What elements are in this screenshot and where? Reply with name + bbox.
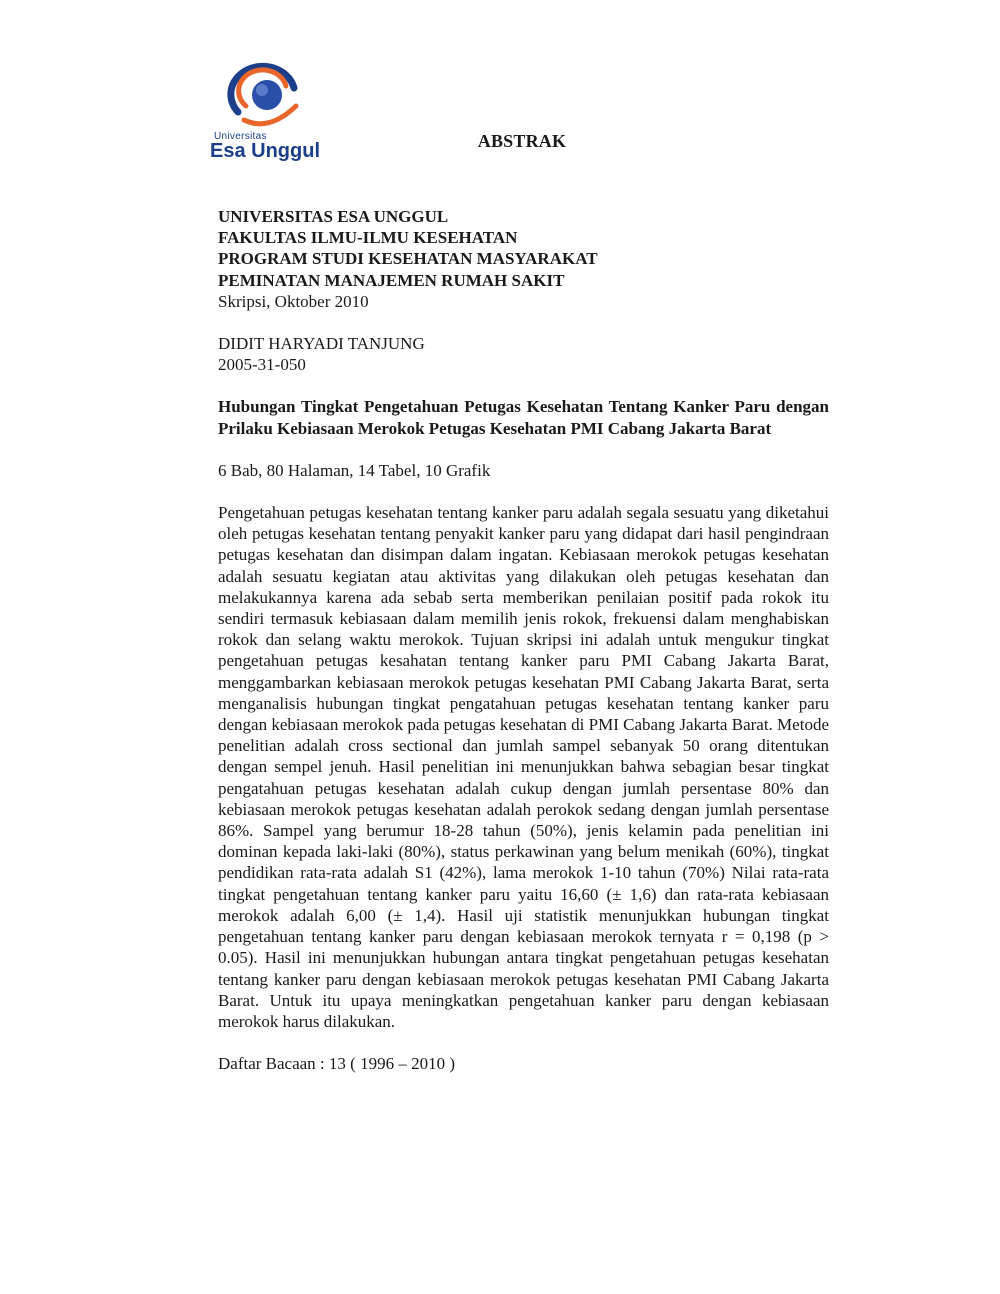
abstract-body: Pengetahuan petugas kesehatan tentang kanker paru adalah segala sesuatu yang diketahui oleh petugas kesehatan tentang penyakit kanker paru yang didapat dari hasil pengindraan petugas kesehatan dan disimpan dalam ingatan. Kebiasaan merokok petugas kesehatan adalah sesuatu kegiatan atau aktivitas yang dilakukan oleh petugas kesehatan dan melakukannya karena ada sebab serta memberikan penilaian positif pada rokok itu sendiri termasuk kebiasaan dalam memilih jenis rokok, frekuensi dalam menghabiskan rokok dan selang waktu merokok. Tujuan skripsi ini adalah untuk mengukur tingkat pengetahuan petugas kesahatan tentang kanker paru PMI Cabang Jakarta Barat, menggambarkan kebiasaan merokok petugas kesehatan PMI Cabang Jakarta Barat, serta menganalisis hubungan tingkat pengatahuan petugas kesehatan tentang kanker paru dengan kebiasaan merokok pada petugas kesehatan di PMI Cabang Jakarta Barat. Metode penelitian adalah cross sectional dan jumlah sampel sebanyak 50 orang ditentukan dengan sempel jenuh. Hasil penelitian ini menunjukkan bahwa sebagian besar tingkat pengatahuan petugas kesehatan adalah cukup dengan jumlah persentase 80% dan kebiasaan merokok petugas kesehatan adalah perokok sedang dengan jumlah persentase 86%. Sampel yang berumur 18-28 tahun (50%), jenis kelamin pada penelitian ini dominan kepada laki-laki (80%), status perkawinan yang belum menikah (60%), tingkat pendidikan rata-rata adalah S1 (42%), lama merokok 1-10 tahun (70%) Nilai rata-rata tingkat pengetahuan tentang kanker paru yaitu 16,60 (± 1,6) dan rata-rata kebiasaan merokok adalah 6,00 (± 1,4). Hasil uji statistik menunjukkan hubungan tingkat pengetahuan tentang kanker paru dengan kebiasaan merokok ternyata r = 0,198 (p > 0.05). Hasil ini menunjukkan hubungan antara tingkat pengetahuan petugas kesehatan tentang kanker paru dengan kebiasaan merokok petugas kesehatan PMI Cabang Jakarta Barat. Untuk itu upaya meningkatkan pengetahuan kanker paru dengan kebiasaan merokok harus dilakukan.: [218, 503, 829, 1031]
author-name: DIDIT HARYADI TANJUNG: [218, 334, 425, 354]
document-body: [218, 206, 829, 1074]
logo-emblem-icon: [224, 62, 304, 132]
page-title: ABSTRAK: [477, 131, 567, 151]
thesis-title: Hubungan Tingkat Pengetahuan Petugas Kesehatan Tentang Kanker Paru dengan Prilaku Kebiasaan Merokok Petugas Kesehatan PMI Cabang Jakarta Barat: [218, 397, 829, 438]
student-id: 2005-31-050: [218, 355, 306, 375]
university-name: UNIVERSITAS ESA UNGGUL: [218, 207, 449, 226]
reference-count: Daftar Bacaan : 13 ( 1996 – 2010 ): [218, 1054, 455, 1074]
faculty-name: FAKULTAS ILMU-ILMU KESEHATAN: [218, 228, 518, 248]
specialization-name: PEMINATAN MANAJEMEN RUMAH SAKIT: [218, 270, 565, 290]
thesis-stats: 6 Bab, 80 Halaman, 14 Tabel, 10 Grafik: [218, 460, 491, 480]
thesis-date: Skripsi, Oktober 2010: [218, 291, 369, 311]
program-name: PROGRAM STUDI KESEHATAN MASYARAKAT: [218, 249, 598, 269]
logo-small-text: Universitas: [214, 131, 267, 142]
logo-name-text: Esa Unggul: [210, 140, 321, 162]
